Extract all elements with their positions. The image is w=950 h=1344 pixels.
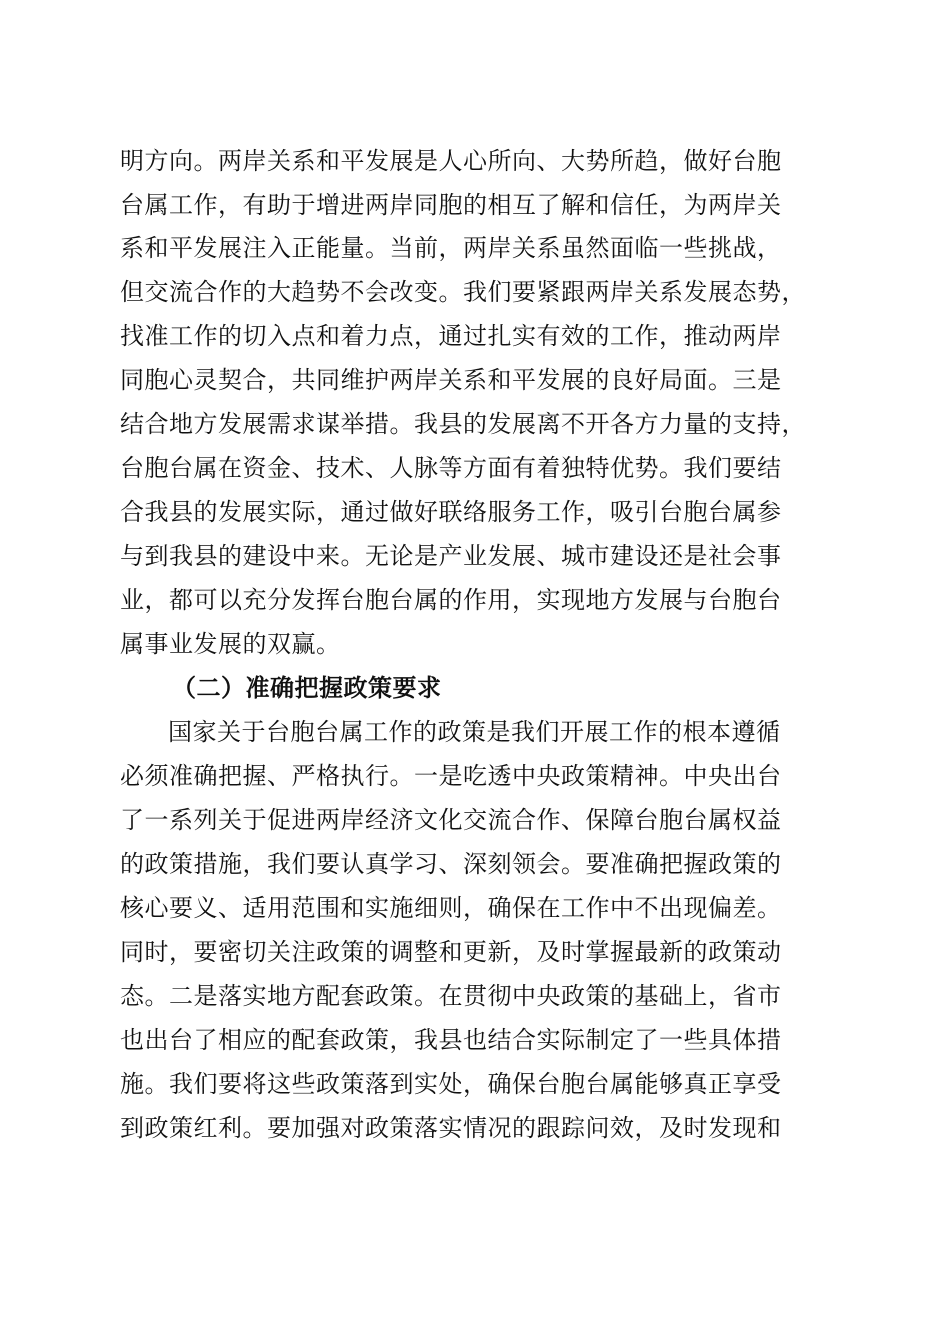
section-heading: （二）准确把握政策要求	[172, 674, 442, 702]
paragraph-line: 合我县的发展实际，通过做好联络服务工作，吸引台胞台属参	[120, 498, 782, 526]
paragraph-line: 核心要义、适用范围和实施细则，确保在工作中不出现偏差。	[120, 894, 782, 922]
paragraph-line: 台胞台属在资金、技术、人脉等方面有着独特优势。我们要结	[120, 454, 782, 482]
paragraph-line: 台属工作，有助于增进两岸同胞的相互了解和信任，为两岸关	[120, 191, 782, 219]
paragraph-line: 必须准确把握、严格执行。一是吃透中央政策精神。中央出台	[120, 762, 782, 790]
paragraph-line: 施。我们要将这些政策落到实处，确保台胞台属能够真正享受	[120, 1070, 782, 1098]
paragraph-line: 也出台了相应的配套政策，我县也结合实际制定了一些具体措	[120, 1026, 782, 1054]
paragraph-line: 同时，要密切关注政策的调整和更新，及时掌握最新的政策动	[120, 938, 782, 966]
paragraph-line: 但交流合作的大趋势不会改变。我们要紧跟两岸关系发展态势，	[120, 278, 806, 306]
paragraph-line: 的政策措施，我们要认真学习、深刻领会。要准确把握政策的	[120, 850, 782, 878]
paragraph-line: 找准工作的切入点和着力点，通过扎实有效的工作，推动两岸	[120, 322, 782, 350]
paragraph-line: 与到我县的建设中来。无论是产业发展、城市建设还是社会事	[120, 542, 782, 570]
paragraph-line: 属事业发展的双赢。	[120, 630, 341, 658]
paragraph-line: 结合地方发展需求谋举措。我县的发展离不开各方力量的支持，	[120, 410, 806, 438]
paragraph-line: 业，都可以充分发挥台胞台属的作用，实现地方发展与台胞台	[120, 586, 782, 614]
paragraph-line: 了一系列关于促进两岸经济文化交流合作、保障台胞台属权益	[120, 806, 782, 834]
paragraph-line: 同胞心灵契合，共同维护两岸关系和平发展的良好局面。三是	[120, 366, 782, 394]
paragraph-line: 到政策红利。要加强对政策落实情况的跟踪问效，及时发现和	[120, 1114, 782, 1142]
paragraph-line: 系和平发展注入正能量。当前，两岸关系虽然面临一些挑战，	[120, 234, 782, 262]
paragraph-line: 明方向。两岸关系和平发展是人心所向、大势所趋，做好台胞	[120, 147, 782, 175]
paragraph-line: 态。二是落实地方配套政策。在贯彻中央政策的基础上，省市	[120, 982, 782, 1010]
paragraph-line: 国家关于台胞台属工作的政策是我们开展工作的根本遵循	[168, 718, 781, 746]
